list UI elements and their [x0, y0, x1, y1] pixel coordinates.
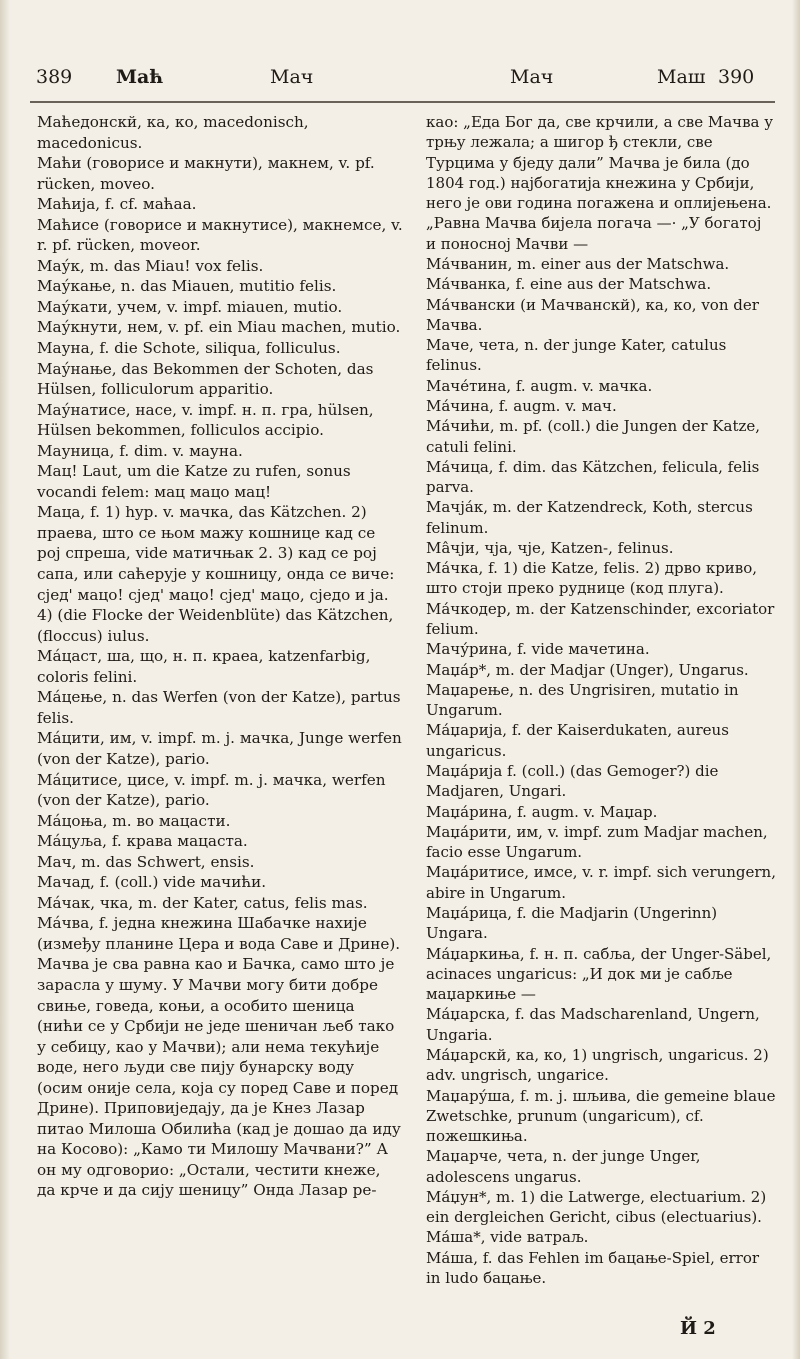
dictionary-entry: Ма́чвански (и Мачванскй), ка, ко, von der Мачва.	[426, 295, 759, 334]
dictionary-entry: Маџару́ша, f. m. j. шљива, die gemeine blaue Zwetschke, prunum (ungaricum), cf. пожешкиња.	[426, 1086, 776, 1146]
dictionary-entry: Мачу́рина, f. vide мачетина.	[426, 640, 650, 659]
dictionary-entry: Ма́цење, n. das Werfen (von der Katze), partus felis.	[37, 688, 401, 727]
page-edge-shadow	[792, 0, 800, 1359]
dictionary-entry: Маџа́рица, f. die Madjarin (Ungerinn) Ungara.	[426, 903, 718, 943]
dictionary-entry: Ма́џарска, f. das Madscharenland, Ungern, Ungaria.	[426, 1005, 760, 1044]
dictionary-entry: Ма́чванка, f. eine aus der Matschwa.	[426, 275, 712, 294]
dictionary-entry: Ма́чак, чка, m. der Kater, catus, felis mas.	[37, 893, 368, 912]
running-header	[0, 66, 800, 96]
dictionary-entry: Ма́џарскй, ка, ко, 1) ungrisch, ungaricus. 2) adv. ungrisch, ungarice.	[426, 1045, 769, 1085]
dictionary-entry: Маче, чета, n. der junge Kater, catulus felinus.	[426, 336, 727, 375]
right-column	[426, 112, 776, 1288]
dictionary-entry: Мац! Laut, um die Katze zu rufen, sonus vocandi felem: мац мацо мац!	[37, 462, 351, 501]
dictionary-entry: Ма́чкодер, m. der Katzenschinder, excoriator felium.	[426, 599, 775, 639]
dictionary-entry: Ма́цити, им, v. impf. m. j. мачка, Junge werfen (von der Katze), pario.	[37, 729, 402, 768]
dictionary-entry: Мау́к, m. das Miau! vox felis.	[37, 256, 264, 275]
dictionary-entry: Ма́чва, f. једна кнежина Шабачке нахије (између планине Цера и вода Саве и Дрине). Мачва је сва равна као и Бачка, само што је зарасла у шуму. У Мачви могу бити добре свиње, говеда, коњи, а особито шеница (нићи се у Србији не једе шеничан љеб тако у себицу, као у Мачви); али нема текућије воде, него људи све пију бунарску воду (осим оније села, која су поред Саве и поред Дрине). Приповиједају, да је Кнез Лазар питао Милоша Обилића (кад је дошао да иду на Косово): „Камо ти Милошу Мачвани?” А он му одговорио: „Остали, честити кнеже, да крче и да сију шеницу” Онда Лазар ре-	[37, 914, 401, 1200]
dictionary-entry: Мачја́к, m. der Katzendreck, Koth, stercus felinum.	[426, 498, 753, 537]
dictionary-entry: Маџа́рија f. (coll.) (das Gemoger?) die Madjaren, Ungari.	[426, 762, 719, 801]
page-number-left: 389	[36, 66, 73, 88]
dictionary-entry: Ма́чићи, m. pf. (coll.) die Jungen der Katze, catuli felini.	[426, 417, 761, 456]
dictionary-entry: Мау́натисе, насе, v. impf. н. п. гра, hülsen, Hülsen bekommen, folliculos accipio.	[37, 400, 374, 440]
dictionary-entry: Маца, f. 1) hyp. v. мачка, das Kätzchen. 2) праева, што се њом мажу кошнице кад се рој спреша, vide матичњак 2. 3) кад се рој сапа, или саћерује у кошницу, онда се виче: сјед' мацо! сјед' мацо! сјед' мацо, сједо и ја. 4) (die Flocke der Weidenblüte) das Kätzchen, (floccus) iulus.	[37, 503, 395, 645]
header-rule	[0, 100, 800, 104]
guide-word-left-1: Маћ	[116, 66, 164, 88]
dictionary-entry: Маћија, f. cf. маћаа.	[37, 195, 197, 214]
dictionary-entry: Ма́џун*, m. 1) die Latwerge, electuarium. 2) ein dergleichen Gericht, cibus (electuarius).	[426, 1187, 767, 1227]
guide-word-left-2: Мач	[270, 66, 314, 88]
dictionary-entry: Ма́цаст, ша, що, н. п. краеа, katzenfarbig, coloris felini.	[37, 647, 371, 686]
page-number-right: 390	[718, 66, 755, 88]
dictionary-entry: Ма́чка, f. 1) die Katze, felis. 2) дрво криво, што стоји преко руднице (код плуга).	[426, 559, 758, 598]
dictionary-entry: Ма́цуља, f. крава мацаста.	[37, 832, 248, 851]
guide-word-right-1: Мач	[510, 66, 554, 88]
dictionary-entry: Маџа́р*, m. der Madjar (Unger), Ungarus.	[426, 660, 749, 679]
dictionary-entry: Мауница, f. dim. v. мауна.	[37, 441, 243, 460]
dictionary-entry: Мау́кнути, нем, v. pf. ein Miau machen, mutio.	[37, 318, 401, 337]
dictionary-entry: Ма́чванин, m. einer aus der Matschwa.	[426, 254, 730, 273]
dictionary-entry: Ма́џарија, f. der Kaiserdukaten, aureus ungaricus.	[426, 721, 729, 760]
dictionary-entry: Ма̂чји, чја, чје, Katzen-, felinus.	[426, 538, 674, 557]
dictionary-entry: Мачад, f. (coll.) vide мачићи.	[37, 873, 267, 892]
guide-word-right-2: Маш	[657, 66, 706, 88]
left-column	[37, 112, 403, 1201]
dictionary-entry: Ма́ша, f. das Fehlen im бацање-Spiel, error in ludo бацање.	[426, 1248, 760, 1288]
dictionary-entry: Маћи (говорисе и макнути), макнем, v. pf. rücken, moveo.	[37, 154, 375, 193]
dictionary-entry: Маџа́рити, им, v. impf. zum Madjar machen, facio esse Ungarum.	[426, 822, 768, 862]
dictionary-entry: Маћисе (говорисе и макнутисе), макнемсе, v. r. pf. rücken, moveor.	[37, 215, 403, 255]
dictionary-entry: Маџарче, чета, n. der junge Unger, adolescens ungarus.	[426, 1147, 701, 1186]
dictionary-entry: Мау́нање, das Bekommen der Schoten, das Hülsen, folliculorum apparitio.	[37, 359, 374, 399]
dictionary-entry: Ма́џаркиња, f. н. п. сабља, der Unger-Säbel, acinaces ungaricus: „И док ми је сабље маџаркиње —	[426, 944, 772, 1004]
dictionary-entry: Маћедонскй, ка, ко, macedonisch, macedonicus.	[37, 113, 309, 152]
signature-mark: Й 2	[680, 1318, 716, 1339]
page-binding-shadow	[0, 0, 10, 1359]
dictionary-entry: Мач, m. das Schwert, ensis.	[37, 852, 255, 871]
dictionary-entry: Ма́чица, f. dim. das Kätzchen, felicula, felis parva.	[426, 457, 760, 497]
dictionary-entry: Мауна, f. die Schote, siliqua, folliculus.	[37, 339, 341, 358]
dictionary-entry: Ма́ша*, vide ватраљ.	[426, 1228, 589, 1247]
dictionary-entry: Маџа́рина, f. augm. v. Маџар.	[426, 802, 658, 821]
dictionary-entry: као: „Еда Бог да, све крчили, а све Мачва у трњу лежала; а шигор ђ стекли, све Турцима у бједу дали” Мачва је била (до 1804 год.) најбогатија кнежина у Србији, него је ови година погажена и оплијењена. „Равна Мачва бијела погача —· „У богатој и поносној Мачви —	[426, 113, 774, 253]
dictionary-entry: Маџа́ритисе, имсе, v. r. impf. sich verungern, abire in Ungarum.	[426, 863, 776, 902]
dictionary-entry: Маче́тина, f. augm. v. мачка.	[426, 376, 653, 395]
dictionary-entry: Ма́цитисе, цисе, v. impf. m. j. мачка, werfen (von der Katze), pario.	[37, 770, 386, 810]
dictionary-entry: Мау́кање, n. das Miauen, mutitio felis.	[37, 277, 337, 296]
dictionary-entry: Мау́кати, учем, v. impf. miauen, mutio.	[37, 297, 343, 316]
dictionary-entry: Маџарење, n. des Ungrisiren, mutatio in Ungarum.	[426, 680, 739, 720]
dictionary-entry: Ма́цоња, m. во мацасти.	[37, 811, 231, 830]
dictionary-entry: Ма́чина, f. augm. v. мач.	[426, 396, 617, 415]
